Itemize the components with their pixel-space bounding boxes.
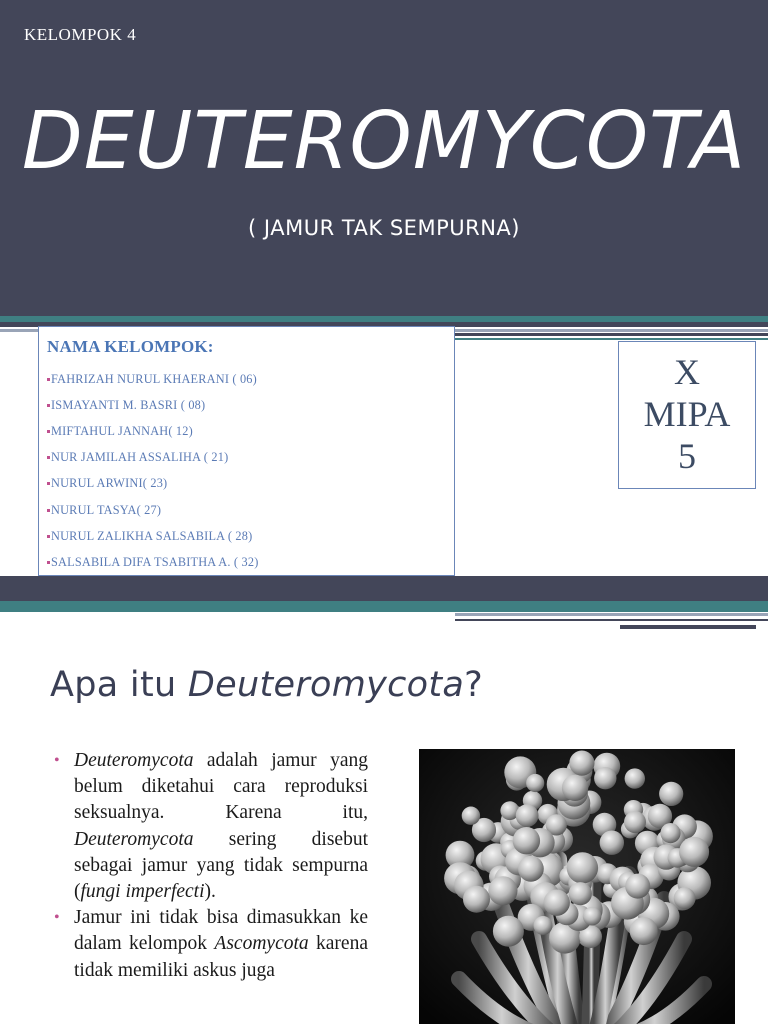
member-item [47,497,454,523]
term: Deuteromycota [74,750,194,771]
decor-band-dark [0,576,768,601]
bullet-square-icon [47,430,50,433]
bullet-square-icon [47,404,50,407]
spore [594,767,616,789]
spore [569,882,592,905]
spore [624,811,646,833]
spore [562,775,588,801]
content-body [54,748,368,984]
spore [630,917,658,945]
paragraph-classification [54,905,368,984]
text: karena tidak memiliki askus juga [74,933,368,981]
heading-suffix: ? [464,665,484,705]
members-heading: NAMA KELOMPOK: [47,337,214,356]
spore [516,804,539,827]
spore [679,837,709,867]
bullet-square-icon [47,378,50,381]
slide-subtitle: ( JAMUR TAK SEMPURNA) [248,216,520,240]
spore [583,907,602,926]
member-name: NUR JAMILAH ASSALIHA ( 21) [51,450,229,465]
fungus-micrograph-image [419,749,735,1024]
member-item [47,471,454,497]
class-box [618,341,756,489]
member-item [47,523,454,549]
section-heading [50,665,483,705]
member-name: SALSABILA DIFA TSABITHA A. ( 32) [51,554,259,569]
spore [534,916,553,935]
text: ). [204,881,216,903]
text: Jamur ini tidak bisa dimasukkan ke dalam kelompok [74,907,368,955]
spore [674,887,696,909]
member-item [47,366,454,392]
members-box [38,326,455,576]
decor-stripe-teal-thin [455,338,768,340]
spore [600,831,624,855]
heading-prefix: Apa itu [50,665,188,705]
spore [526,774,544,792]
member-name: NURUL TASYA( 27) [51,502,162,517]
spore [625,874,650,899]
bullet-square-icon [47,482,50,485]
text: sering disebut sebagai jamur yang tidak sempurna ( [74,828,368,903]
heading-term: Deuteromycota [187,665,465,705]
text: adalah jamur yang belum diketahui cara reproduksi seksualnya. Karena itu, [74,750,368,824]
term: Ascomycota [214,933,309,955]
spore [518,856,544,882]
member-item [47,418,454,444]
bullet-square-icon [47,535,50,538]
decor-band-dark-thin [455,619,768,621]
class-line-number: 5 [678,436,696,476]
spore [463,886,490,913]
decor-band-teal [0,601,768,612]
title-slide-header [0,0,768,316]
spore [567,852,598,883]
member-item [47,392,454,418]
bullet-square-icon [47,561,50,564]
spore [625,768,645,788]
paragraph-definition [54,748,368,905]
member-item [47,445,454,471]
bullet-square-icon [47,456,50,459]
spore [544,890,570,916]
class-line-major: MIPA [643,394,731,434]
term: Deuteromycota [74,828,194,850]
decor-band-grey [455,613,768,616]
member-name: NURUL ARWINI( 23) [51,476,168,491]
spore [660,823,680,843]
member-name: FAHRIZAH NURUL KHAERANI ( 06) [51,371,257,386]
group-tag: KELOMPOK 4 [24,25,137,44]
spore [659,782,683,806]
decor-stripe-dark-thin [455,333,768,336]
decor-band-dark-short [620,625,756,629]
bullet-square-icon [47,509,50,512]
micrograph-svg [419,749,735,1024]
class-line-grade: X [674,352,700,392]
member-name: NURUL ZALIKHA SALSABILA ( 28) [51,528,253,543]
member-name: ISMAYANTI M. BASRI ( 08) [51,397,206,412]
spore [488,876,517,905]
spore [569,751,594,776]
term: fungi imperfecti [80,881,205,903]
spore [462,807,480,825]
bullet-dot-icon: • [54,752,60,769]
spore [493,916,524,947]
spore [513,827,540,854]
member-name: MIFTAHUL JANNAH( 12) [51,423,193,438]
slide-title: DEUTEROMYCOTA [21,95,747,187]
bullet-dot-icon: • [54,909,60,927]
member-item [47,549,454,575]
